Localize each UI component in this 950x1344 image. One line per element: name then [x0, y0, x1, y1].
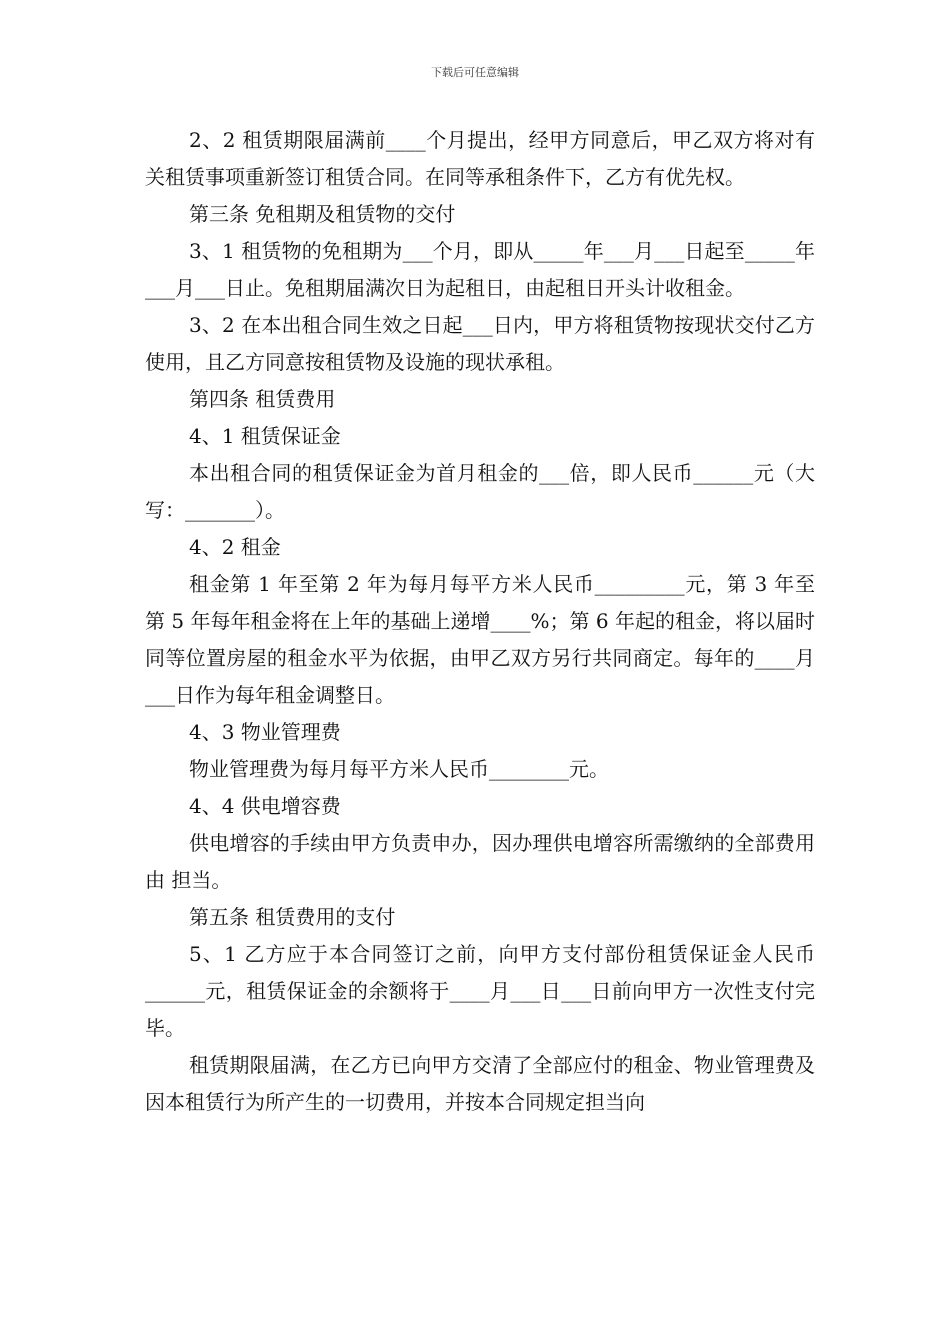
- document-body: [145, 122, 815, 1121]
- paragraph-rent: 租金第 1 年至第 2 年为每月每平方米人民币_________元，第 3 年至第 5 年每年租金将在上年的基础上递增____%；第 6 年起的租金，将以届时同等位置房屋的租金水平为依据，由甲乙双方另行共同商定。每年的____月___日作为每年租金调整日。: [145, 572, 815, 707]
- paragraph-deposit: 本出租合同的租赁保证金为首月租金的___倍，即人民币______元（大写：_______）。: [145, 461, 815, 522]
- page-header: 下载后可任意编辑: [431, 66, 519, 79]
- paragraph-2-2: 2、2 租赁期限届满前____个月提出，经甲方同意后，甲乙双方将对有关租赁事项重新签订租赁合同。在同等承租条件下，乙方有优先权。: [145, 128, 815, 189]
- paragraph-3-1: 3、1 租赁物的免租期为___个月，即从_____年___月___日起至_____年___月___日止。免租期届满次日为起租日，由起租日开头计收租金。: [145, 239, 815, 300]
- subheading-4-4: 4、4 供电增容费: [189, 794, 341, 818]
- subheading-4-3: 4、3 物业管理费: [189, 720, 341, 744]
- paragraph-lease-end: 租赁期限届满，在乙方已向甲方交清了全部应付的租金、物业管理费及因本租赁行为所产生的一切费用，并按本合同规定担当向: [145, 1053, 815, 1114]
- subheading-4-1: 4、1 租赁保证金: [189, 424, 341, 448]
- paragraph-5-1: 5、1 乙方应于本合同签订之前，向甲方支付部份租赁保证金人民币______元，租赁保证金的余额将于____月___日___日前向甲方一次性支付完毕。: [145, 942, 815, 1040]
- paragraph-power-fee: 供电增容的手续由甲方负责申办，因办理供电增容所需缴纳的全部费用由 担当。: [145, 831, 815, 892]
- section-heading-3: 第三条 免租期及租赁物的交付: [189, 202, 456, 226]
- section-heading-5: 第五条 租赁费用的支付: [189, 905, 396, 929]
- subheading-4-2: 4、2 租金: [189, 535, 281, 559]
- paragraph-property-fee: 物业管理费为每月每平方米人民币________元。: [189, 757, 609, 781]
- section-heading-4: 第四条 租赁费用: [189, 387, 336, 411]
- paragraph-3-2: 3、2 在本出租合同生效之日起___日内，甲方将租赁物按现状交付乙方使用，且乙方同意按租赁物及设施的现状承租。: [145, 313, 815, 374]
